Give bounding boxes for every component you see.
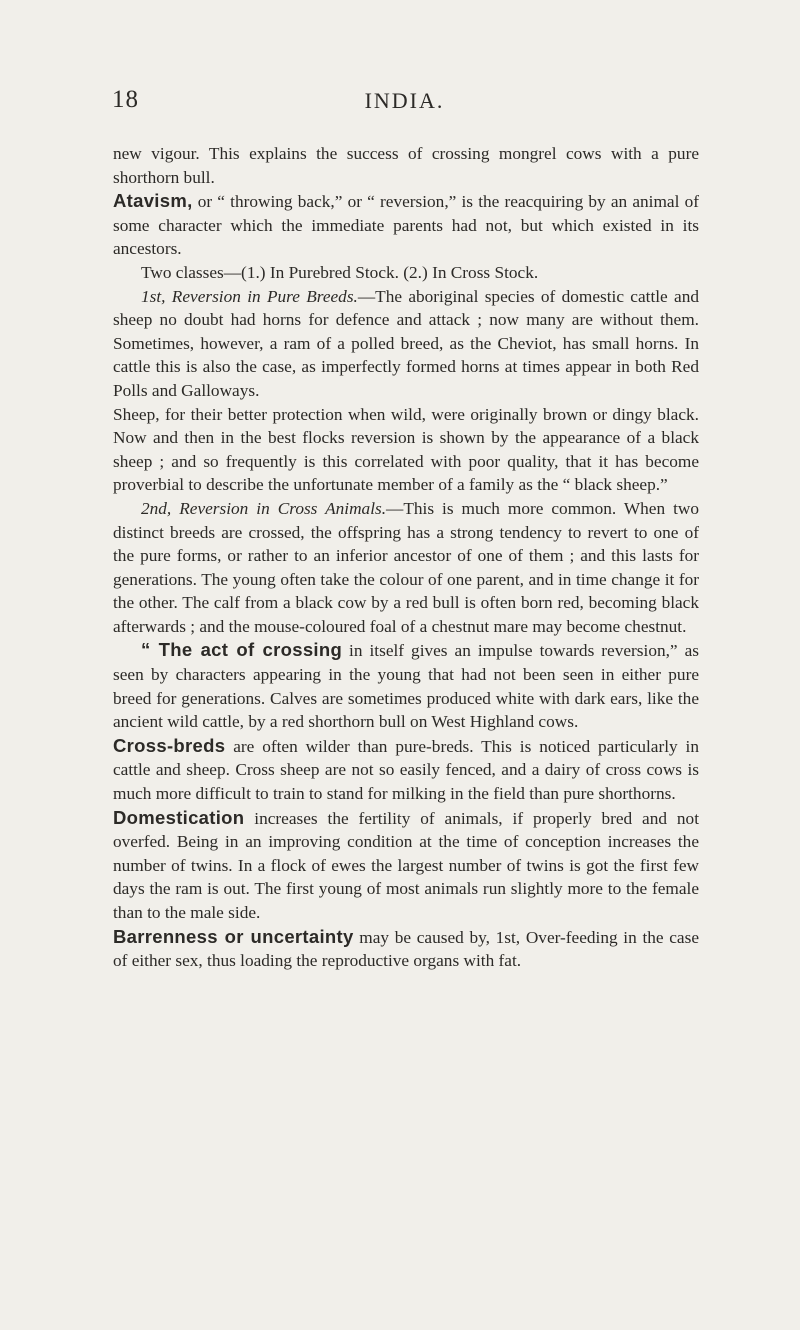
paragraph: new vigour. This explains the success of crossing mongrel cows with a pure shorthorn bull. [113,144,699,187]
section-heading: Domestication [113,806,245,828]
section-heading: Barrenness or uncertainty [113,925,354,947]
section-heading: “ The act of crossing [141,639,343,661]
paragraph: Sheep, for their better protection when wild, were originally brown or dingy black. Now and then in the best flocks reversion is shown by the appearance of a black sheep ; and so frequently is this correlated with poor quality, that it has become proverbial to describe the unfortunate member of a family as the “ black sheep.” [113,404,699,495]
body-text [113,142,699,973]
italic-lead: 2nd, Reversion in Cross Animals. [141,498,387,518]
paragraph-act-of-crossing: “ The act of crossing in itself gives an impulse towards reversion,” as seen by characters appearing in the young that had not been seen in either pure breed for generations. Calves are sometimes produced white with dark ears, like the ancient wild cattle, by a red shorthorn bull on West Highland cows. [113,639,699,732]
paragraph-barrenness: Barrenness or uncertainty may be caused by, 1st, Over-feeding in the case of either sex, thus loading the reproductive organs with fat. [113,925,699,971]
italic-lead: 1st, Reversion in Pure Breeds. [141,286,358,306]
page-number: 18 [112,86,139,113]
paragraph-reversion-cross: 2nd, Reversion in Cross Animals.—This is much more common. When two distinct breeds are crossed, the offspring has a strong tendency to revert to one of the pure forms, or rather to an inferior ancestor of one of them ; and this lasts for generations. The young often take the colour of one parent, and in time change it for the other. The calf from a black cow by a red bull is often born red, becoming black afterwards ; and the mouse-coloured foal of a chestnut mare may become chestnut. [113,498,699,636]
paragraph-cross-breds: Cross-breds are often wilder than pure-breds. This is noticed particularly in cattle and sheep. Cross sheep are not so easily fenced, and a dairy of cross cows is much more difficult to train to stand for milking in the field than pure shorthorns. [113,734,699,804]
paragraph-reversion-pure: 1st, Reversion in Pure Breeds.—The aboriginal species of domestic cattle and sheep no doubt had horns for defence and attack ; now many are without them. Sometimes, however, a ram of a polled breed, as the Cheviot, has small horns. In cattle this is also the case, as imperfectly formed horns at times appear in both Red Polls and Galloways. [113,286,699,400]
paragraph-domestication: Domestication increases the fertility of animals, if properly bred and not overfed. Being in an improving condition at the time of conception increases the number of twins. In a flock of ewes the largest number of twins is got the first few days the ram is out. The first young of most animals run slightly more to the female than to the male side. [113,806,699,922]
paragraph-atavism: Atavism, or “ throwing back,” or “ reversion,” is the reacquiring by an animal of some character which the immediate parents had not, but which existed in its ancestors. [113,190,699,259]
paragraph: Two classes—(1.) In Purebred Stock. (2.) In Cross Stock. [141,262,539,282]
page-header [112,86,697,116]
section-heading: Atavism, [113,190,193,212]
section-heading: Cross-breds [113,734,226,756]
running-head: INDIA. [364,88,445,113]
